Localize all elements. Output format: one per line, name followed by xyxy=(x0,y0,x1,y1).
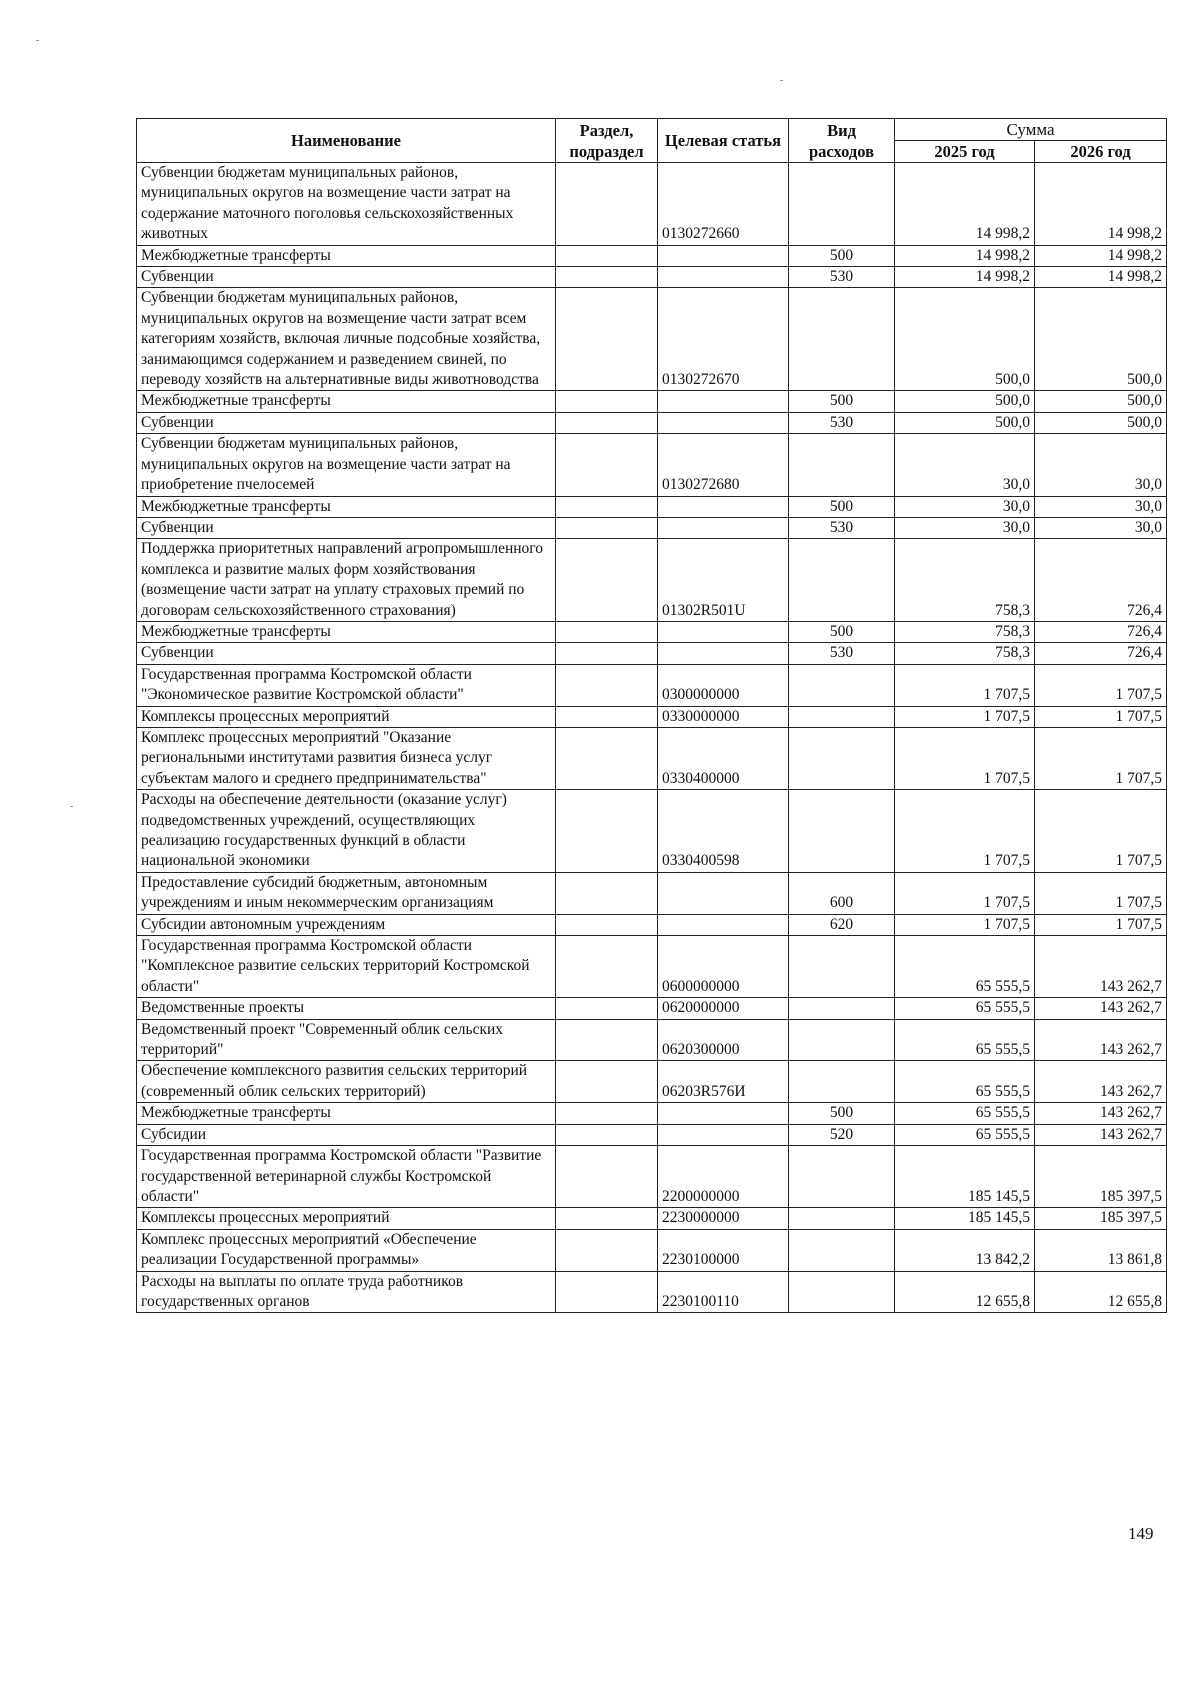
row-section xyxy=(556,391,658,412)
row-amount-2026: 500,0 xyxy=(1035,391,1167,412)
row-target xyxy=(658,391,789,412)
row-section xyxy=(556,245,658,266)
row-expense xyxy=(789,664,895,706)
row-amount-2026: 726,4 xyxy=(1035,539,1167,622)
scan-dot xyxy=(36,40,39,41)
table-body xyxy=(137,163,1167,1313)
row-amount-2026: 143 262,7 xyxy=(1035,998,1167,1019)
row-name: Субвенции xyxy=(137,412,556,433)
row-expense xyxy=(789,1061,895,1103)
table-row xyxy=(137,517,1167,538)
row-expense: 530 xyxy=(789,643,895,664)
row-amount-2025: 13 842,2 xyxy=(895,1229,1035,1271)
row-amount-2026: 143 262,7 xyxy=(1035,1124,1167,1145)
row-amount-2025: 65 555,5 xyxy=(895,1124,1035,1145)
row-section xyxy=(556,539,658,622)
row-target xyxy=(658,267,789,288)
table-row xyxy=(137,1124,1167,1145)
row-section xyxy=(556,1019,658,1061)
table-row xyxy=(137,664,1167,706)
header-section: Раздел, подраздел xyxy=(556,119,658,163)
row-amount-2026: 143 262,7 xyxy=(1035,1103,1167,1124)
row-expense xyxy=(789,1146,895,1208)
row-name: Субвенции бюджетам муниципальных районов, муниципальных округов на возмещение части затрат на содержание маточного поголовья сельскохозяйственных животных xyxy=(137,163,556,246)
row-expense: 530 xyxy=(789,517,895,538)
header-year-2025: 2025 год xyxy=(895,141,1035,163)
row-amount-2026: 500,0 xyxy=(1035,412,1167,433)
row-amount-2026: 30,0 xyxy=(1035,517,1167,538)
row-name: Межбюджетные трансферты xyxy=(137,621,556,642)
row-amount-2025: 65 555,5 xyxy=(895,1019,1035,1061)
row-target xyxy=(658,1124,789,1145)
row-name: Государственная программа Костромской области "Экономическое развитие Костромской области" xyxy=(137,664,556,706)
row-amount-2025: 1 707,5 xyxy=(895,872,1035,914)
row-expense xyxy=(789,434,895,496)
row-target: 0130272670 xyxy=(658,288,789,391)
row-target: 0130272660 xyxy=(658,163,789,246)
row-target xyxy=(658,496,789,517)
row-section xyxy=(556,664,658,706)
row-name: Обеспечение комплексного развития сельских территорий (современный облик сельских территорий) xyxy=(137,1061,556,1103)
row-amount-2026: 14 998,2 xyxy=(1035,245,1167,266)
header-target: Целевая статья xyxy=(658,119,789,163)
row-amount-2026: 1 707,5 xyxy=(1035,664,1167,706)
row-name: Межбюджетные трансферты xyxy=(137,245,556,266)
row-expense xyxy=(789,790,895,873)
row-target: 2230100000 xyxy=(658,1229,789,1271)
row-expense: 520 xyxy=(789,1124,895,1145)
table-row xyxy=(137,1271,1167,1313)
row-section xyxy=(556,1271,658,1313)
row-amount-2025: 758,3 xyxy=(895,539,1035,622)
row-expense: 500 xyxy=(789,496,895,517)
row-section xyxy=(556,163,658,246)
row-amount-2025: 500,0 xyxy=(895,391,1035,412)
row-amount-2025: 65 555,5 xyxy=(895,936,1035,998)
row-amount-2026: 30,0 xyxy=(1035,496,1167,517)
scan-dot xyxy=(70,806,73,807)
row-name: Субсидии автономным учреждениям xyxy=(137,914,556,935)
row-expense: 500 xyxy=(789,391,895,412)
table-row xyxy=(137,245,1167,266)
row-expense xyxy=(789,1208,895,1229)
header-year-2026: 2026 год xyxy=(1035,141,1167,163)
row-target xyxy=(658,1103,789,1124)
row-expense xyxy=(789,1229,895,1271)
row-expense xyxy=(789,706,895,727)
row-amount-2025: 1 707,5 xyxy=(895,790,1035,873)
row-section xyxy=(556,1208,658,1229)
row-name: Субвенции бюджетам муниципальных районов, муниципальных округов на возмещение части затрат на приобретение пчелосемей xyxy=(137,434,556,496)
table-row xyxy=(137,621,1167,642)
row-expense xyxy=(789,163,895,246)
row-amount-2025: 1 707,5 xyxy=(895,914,1035,935)
row-section xyxy=(556,267,658,288)
table-row xyxy=(137,998,1167,1019)
row-target: 0130272680 xyxy=(658,434,789,496)
row-section xyxy=(556,1229,658,1271)
row-amount-2025: 758,3 xyxy=(895,621,1035,642)
row-target xyxy=(658,621,789,642)
scan-dot xyxy=(780,80,783,81)
table-row xyxy=(137,1061,1167,1103)
row-amount-2025: 1 707,5 xyxy=(895,727,1035,789)
row-name: Комплексы процессных мероприятий xyxy=(137,706,556,727)
row-target xyxy=(658,914,789,935)
table-row xyxy=(137,434,1167,496)
row-section xyxy=(556,517,658,538)
row-expense: 600 xyxy=(789,872,895,914)
row-expense: 530 xyxy=(789,267,895,288)
row-section xyxy=(556,643,658,664)
row-amount-2025: 30,0 xyxy=(895,434,1035,496)
table-row xyxy=(137,539,1167,622)
table-row xyxy=(137,1146,1167,1208)
row-name: Расходы на обеспечение деятельности (оказание услуг) подведомственных учреждений, осуществляющих реализацию государственных функций в области национальной экономики xyxy=(137,790,556,873)
row-name: Субвенции бюджетам муниципальных районов, муниципальных округов на возмещение части затрат всем категориям хозяйств, включая личные подсобные хозяйства, занимающимся содержанием и разведением свиней, по переводу хозяйств на альтернативные виды животноводства xyxy=(137,288,556,391)
row-target xyxy=(658,872,789,914)
row-section xyxy=(556,936,658,998)
row-amount-2025: 500,0 xyxy=(895,412,1035,433)
row-name: Межбюджетные трансферты xyxy=(137,1103,556,1124)
row-expense xyxy=(789,936,895,998)
row-amount-2026: 143 262,7 xyxy=(1035,1061,1167,1103)
table-row xyxy=(137,412,1167,433)
row-amount-2025: 65 555,5 xyxy=(895,1061,1035,1103)
row-section xyxy=(556,872,658,914)
table-row xyxy=(137,872,1167,914)
row-amount-2026: 1 707,5 xyxy=(1035,872,1167,914)
budget-table xyxy=(136,118,1167,1313)
row-name: Поддержка приоритетных направлений агропромышленного комплекса и развитие малых форм хозяйствования (возмещение части затрат на уплату страховых премий по договорам сельскохозяйственного страхования) xyxy=(137,539,556,622)
row-target: 0620300000 xyxy=(658,1019,789,1061)
row-amount-2026: 726,4 xyxy=(1035,643,1167,664)
table-row xyxy=(137,706,1167,727)
row-amount-2025: 758,3 xyxy=(895,643,1035,664)
row-section xyxy=(556,1146,658,1208)
row-amount-2025: 14 998,2 xyxy=(895,245,1035,266)
row-target: 0330000000 xyxy=(658,706,789,727)
row-amount-2025: 1 707,5 xyxy=(895,706,1035,727)
row-expense xyxy=(789,727,895,789)
row-name: Межбюджетные трансферты xyxy=(137,496,556,517)
page-number: 149 xyxy=(1128,1524,1154,1543)
table-row xyxy=(137,1229,1167,1271)
row-section xyxy=(556,706,658,727)
row-target: 0300000000 xyxy=(658,664,789,706)
header-sum: Сумма xyxy=(895,119,1167,141)
row-amount-2025: 65 555,5 xyxy=(895,998,1035,1019)
table-row xyxy=(137,727,1167,789)
row-section xyxy=(556,1061,658,1103)
table-row xyxy=(137,1103,1167,1124)
row-amount-2026: 143 262,7 xyxy=(1035,1019,1167,1061)
row-amount-2025: 500,0 xyxy=(895,288,1035,391)
row-amount-2026: 12 655,8 xyxy=(1035,1271,1167,1313)
row-target xyxy=(658,517,789,538)
row-name: Субвенции xyxy=(137,643,556,664)
row-name: Комплекс процессных мероприятий "Оказание региональными институтами развития бизнеса услуг субъектам малого и среднего предпринимательства" xyxy=(137,727,556,789)
row-amount-2026: 30,0 xyxy=(1035,434,1167,496)
row-target: 2230100110 xyxy=(658,1271,789,1313)
row-amount-2026: 1 707,5 xyxy=(1035,706,1167,727)
row-target: 0330400598 xyxy=(658,790,789,873)
row-expense: 500 xyxy=(789,621,895,642)
row-name: Субвенции xyxy=(137,267,556,288)
table-row xyxy=(137,288,1167,391)
table-row xyxy=(137,496,1167,517)
table-row xyxy=(137,914,1167,935)
row-name: Государственная программа Костромской области "Развитие государственной ветеринарной службы Костромской области" xyxy=(137,1146,556,1208)
row-amount-2026: 14 998,2 xyxy=(1035,163,1167,246)
row-name: Комплексы процессных мероприятий xyxy=(137,1208,556,1229)
row-name: Субсидии xyxy=(137,1124,556,1145)
row-target: 06203R576И xyxy=(658,1061,789,1103)
row-expense xyxy=(789,1271,895,1313)
row-section xyxy=(556,496,658,517)
row-section xyxy=(556,914,658,935)
row-section xyxy=(556,412,658,433)
row-name: Субвенции xyxy=(137,517,556,538)
row-target: 2230000000 xyxy=(658,1208,789,1229)
row-target xyxy=(658,245,789,266)
row-section xyxy=(556,998,658,1019)
row-section xyxy=(556,1124,658,1145)
row-amount-2025: 185 145,5 xyxy=(895,1146,1035,1208)
row-amount-2026: 13 861,8 xyxy=(1035,1229,1167,1271)
row-amount-2026: 14 998,2 xyxy=(1035,267,1167,288)
row-name: Расходы на выплаты по оплате труда работников государственных органов xyxy=(137,1271,556,1313)
row-section xyxy=(556,790,658,873)
row-section xyxy=(556,434,658,496)
row-expense xyxy=(789,539,895,622)
row-amount-2026: 500,0 xyxy=(1035,288,1167,391)
row-name: Ведомственные проекты xyxy=(137,998,556,1019)
table-row xyxy=(137,643,1167,664)
row-amount-2025: 14 998,2 xyxy=(895,267,1035,288)
row-amount-2025: 1 707,5 xyxy=(895,664,1035,706)
header-row-top xyxy=(137,119,1167,141)
header-expense: Вид расходов xyxy=(789,119,895,163)
row-expense: 500 xyxy=(789,245,895,266)
row-amount-2026: 185 397,5 xyxy=(1035,1146,1167,1208)
table-row xyxy=(137,267,1167,288)
row-amount-2025: 12 655,8 xyxy=(895,1271,1035,1313)
row-target: 01302R501U xyxy=(658,539,789,622)
row-expense: 530 xyxy=(789,412,895,433)
row-target xyxy=(658,412,789,433)
row-amount-2025: 65 555,5 xyxy=(895,1103,1035,1124)
row-amount-2025: 30,0 xyxy=(895,496,1035,517)
row-name: Государственная программа Костромской области "Комплексное развитие сельских территорий Костромской области" xyxy=(137,936,556,998)
row-amount-2026: 726,4 xyxy=(1035,621,1167,642)
table-row xyxy=(137,790,1167,873)
header-name: Наименование xyxy=(137,119,556,163)
row-name: Межбюджетные трансферты xyxy=(137,391,556,412)
table-row xyxy=(137,1019,1167,1061)
row-target: 0620000000 xyxy=(658,998,789,1019)
row-amount-2026: 1 707,5 xyxy=(1035,914,1167,935)
row-amount-2026: 1 707,5 xyxy=(1035,727,1167,789)
row-amount-2025: 30,0 xyxy=(895,517,1035,538)
row-section xyxy=(556,288,658,391)
row-amount-2026: 143 262,7 xyxy=(1035,936,1167,998)
row-amount-2026: 1 707,5 xyxy=(1035,790,1167,873)
row-name: Предоставление субсидий бюджетным, автономным учреждениям и иным некоммерческим организациям xyxy=(137,872,556,914)
row-expense xyxy=(789,998,895,1019)
row-target xyxy=(658,643,789,664)
row-expense: 500 xyxy=(789,1103,895,1124)
table-row xyxy=(137,936,1167,998)
table-row xyxy=(137,1208,1167,1229)
row-section xyxy=(556,727,658,789)
row-expense xyxy=(789,288,895,391)
row-section xyxy=(556,1103,658,1124)
row-amount-2025: 14 998,2 xyxy=(895,163,1035,246)
row-target: 0600000000 xyxy=(658,936,789,998)
row-target: 2200000000 xyxy=(658,1146,789,1208)
row-target: 0330400000 xyxy=(658,727,789,789)
table-row xyxy=(137,163,1167,246)
row-amount-2026: 185 397,5 xyxy=(1035,1208,1167,1229)
budget-document xyxy=(136,118,1163,1313)
table-row xyxy=(137,391,1167,412)
row-expense xyxy=(789,1019,895,1061)
row-name: Ведомственный проект "Современный облик сельских территорий" xyxy=(137,1019,556,1061)
row-amount-2025: 185 145,5 xyxy=(895,1208,1035,1229)
row-section xyxy=(556,621,658,642)
row-expense: 620 xyxy=(789,914,895,935)
row-name: Комплекс процессных мероприятий «Обеспечение реализации Государственной программы» xyxy=(137,1229,556,1271)
